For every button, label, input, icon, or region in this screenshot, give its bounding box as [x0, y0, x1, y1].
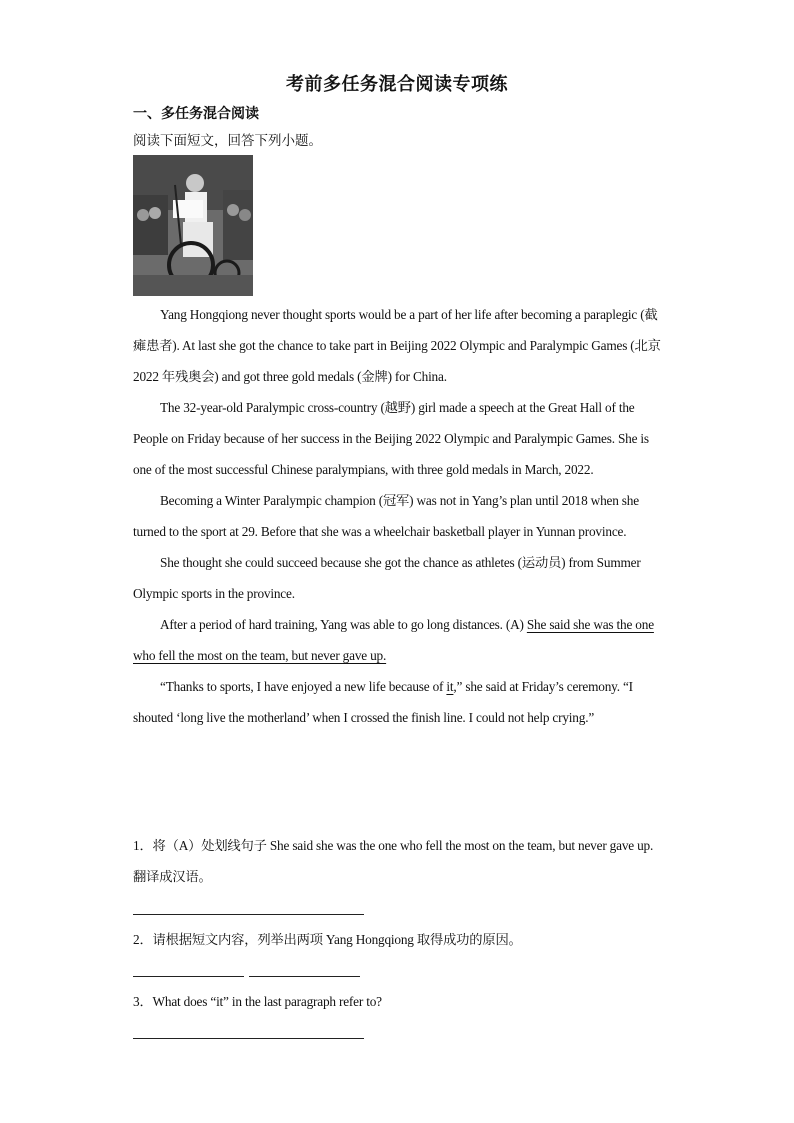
answer-line-2b[interactable]	[249, 976, 360, 977]
paragraph-6-text-end: ,” she said at Friday’s ceremony. “I shouted ‘long live the motherland’ when I crossed the finish line. I could not help crying.”	[133, 679, 633, 725]
answer-line-3[interactable]	[133, 1038, 364, 1039]
passage-paragraph-6	[133, 671, 663, 733]
question-2: 2．请根据短文内容，列举出两项 Yang Hongqiong 取得成功的原因。	[133, 932, 522, 947]
paragraph-5-text: After a period of hard training, Yang was able to go long distances. (A)	[160, 617, 527, 632]
passage-paragraph-3: Becoming a Winter Paralympic champion (冠军) was not in Yang’s plan until 2018 when she turned to the sport at 29. Before that she was a wheelchair basketball player in Yunnan province.	[133, 493, 639, 539]
instruction-text: 阅读下面短文，回答下列小题。	[133, 133, 322, 149]
question-3: 3．What does “it” in the last paragraph refer to?	[133, 994, 382, 1009]
answer-line-2a[interactable]	[133, 976, 244, 977]
underlined-sentence-a: She said she was the one who fell the most on the team, but never gave up.	[133, 617, 654, 663]
question-1: 1．将（A）处划线句子 She said she was the one who fell the most on the team, but never gave up. 翻译成汉语。	[133, 838, 654, 884]
section-heading: 一、多任务混合阅读	[133, 106, 259, 122]
passage	[133, 299, 663, 733]
passage-paragraph-1: Yang Hongqiong never thought sports would be a part of her life after becoming a paraplegic (截瘫患者). At last she got the chance to take part in Beijing 2022 Olympic and Paralympic Games (北京 2022 年残奥会) and got three gold medals (金牌) for China.	[133, 307, 661, 384]
page-title: 考前多任务混合阅读专项练	[286, 74, 508, 95]
answer-line-1[interactable]	[133, 914, 364, 915]
athlete-photo	[133, 155, 253, 296]
passage-paragraph-5	[133, 609, 663, 671]
underlined-word-it: it	[446, 679, 454, 694]
passage-paragraph-4: She thought she could succeed because she got the chance as athletes (运动员) from Summer Olympic sports in the province.	[133, 555, 641, 601]
paragraph-6-text-start: “Thanks to sports, I have enjoyed a new life because of	[160, 679, 447, 694]
passage-paragraph-2: The 32-year-old Paralympic cross-country (越野) girl made a speech at the Great Hall of the People on Friday because of her success in the Beijing 2022 Olympic and Paralympic Games. She is one of the most successful Chinese paralympians, with three gold medals in March, 2022.	[133, 400, 649, 477]
athlete-photo-image	[133, 155, 253, 296]
